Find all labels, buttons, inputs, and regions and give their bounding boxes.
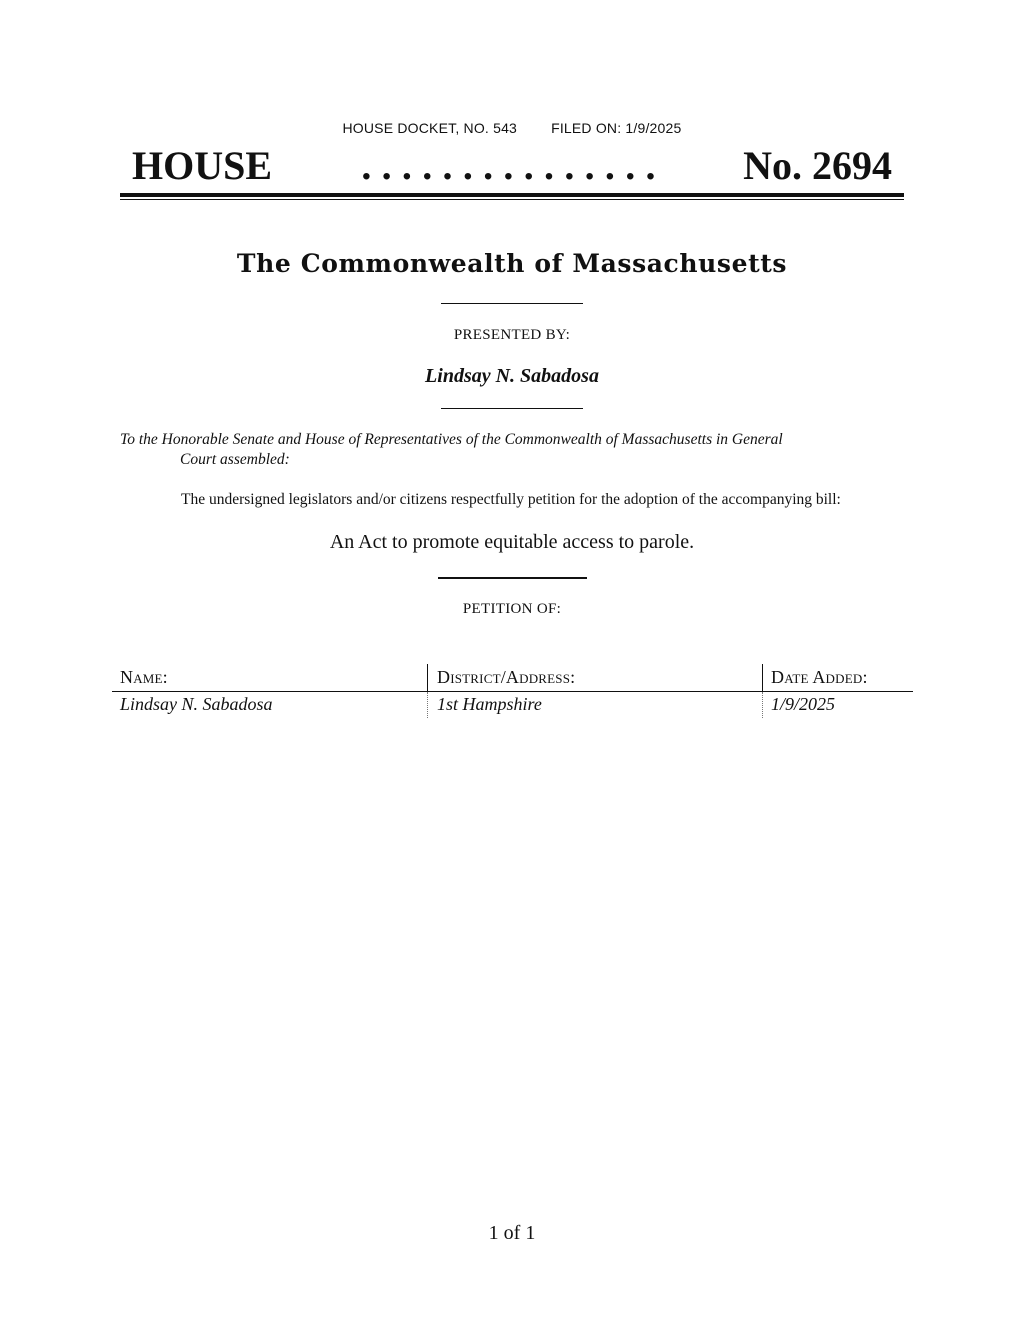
commonwealth-title: The Commonwealth of Massachusetts (236, 249, 788, 278)
sponsor-name: Lindsay N. Sabadosa (425, 365, 599, 387)
act-title: An Act to promote equitable access to parole. (329, 531, 695, 553)
divider-rule (441, 408, 583, 409)
petitioner-district-cell: 1st Hampshire (437, 694, 542, 714)
page-number: 1 of 1 (488, 1222, 536, 1244)
column-separator (427, 692, 428, 718)
heading-rule-thin (120, 199, 904, 200)
docket-line (0, 120, 1024, 136)
filed-date: FILED ON: 1/9/2025 (551, 120, 682, 136)
petition-statement: The undersigned legislators and/or citizens respectfully petition for the adoption of the accompanying bill: (181, 491, 841, 508)
bill-number: No. 2694 (743, 143, 892, 188)
address-line-2: Court assembled: (180, 451, 290, 468)
column-separator (762, 692, 763, 718)
column-header-date: Date Added: (771, 667, 868, 687)
column-separator (762, 664, 763, 692)
heading-rule-thick (120, 193, 904, 197)
address-line-1: To the Honorable Senate and House of Representatives of the Commonwealth of Massachusetts in General (120, 431, 783, 448)
column-separator (427, 664, 428, 692)
presented-by-label: PRESENTED BY: (453, 327, 571, 343)
divider-rule (441, 303, 583, 304)
chamber-label: HOUSE (132, 143, 273, 188)
address-paragraph (120, 430, 880, 470)
table-header-rule (112, 691, 913, 692)
petitioner-name-cell: Lindsay N. Sabadosa (120, 694, 273, 714)
petitioner-date-cell: 1/9/2025 (771, 694, 836, 714)
leader-dots: ............... (361, 143, 666, 188)
petition-of-label: PETITION OF: (462, 601, 562, 617)
column-header-name: Name: (120, 667, 168, 687)
bill-heading (132, 142, 892, 190)
divider-rule (438, 577, 587, 579)
column-header-district: District/Address: (437, 667, 576, 687)
docket-number: HOUSE DOCKET, NO. 543 (342, 120, 518, 136)
